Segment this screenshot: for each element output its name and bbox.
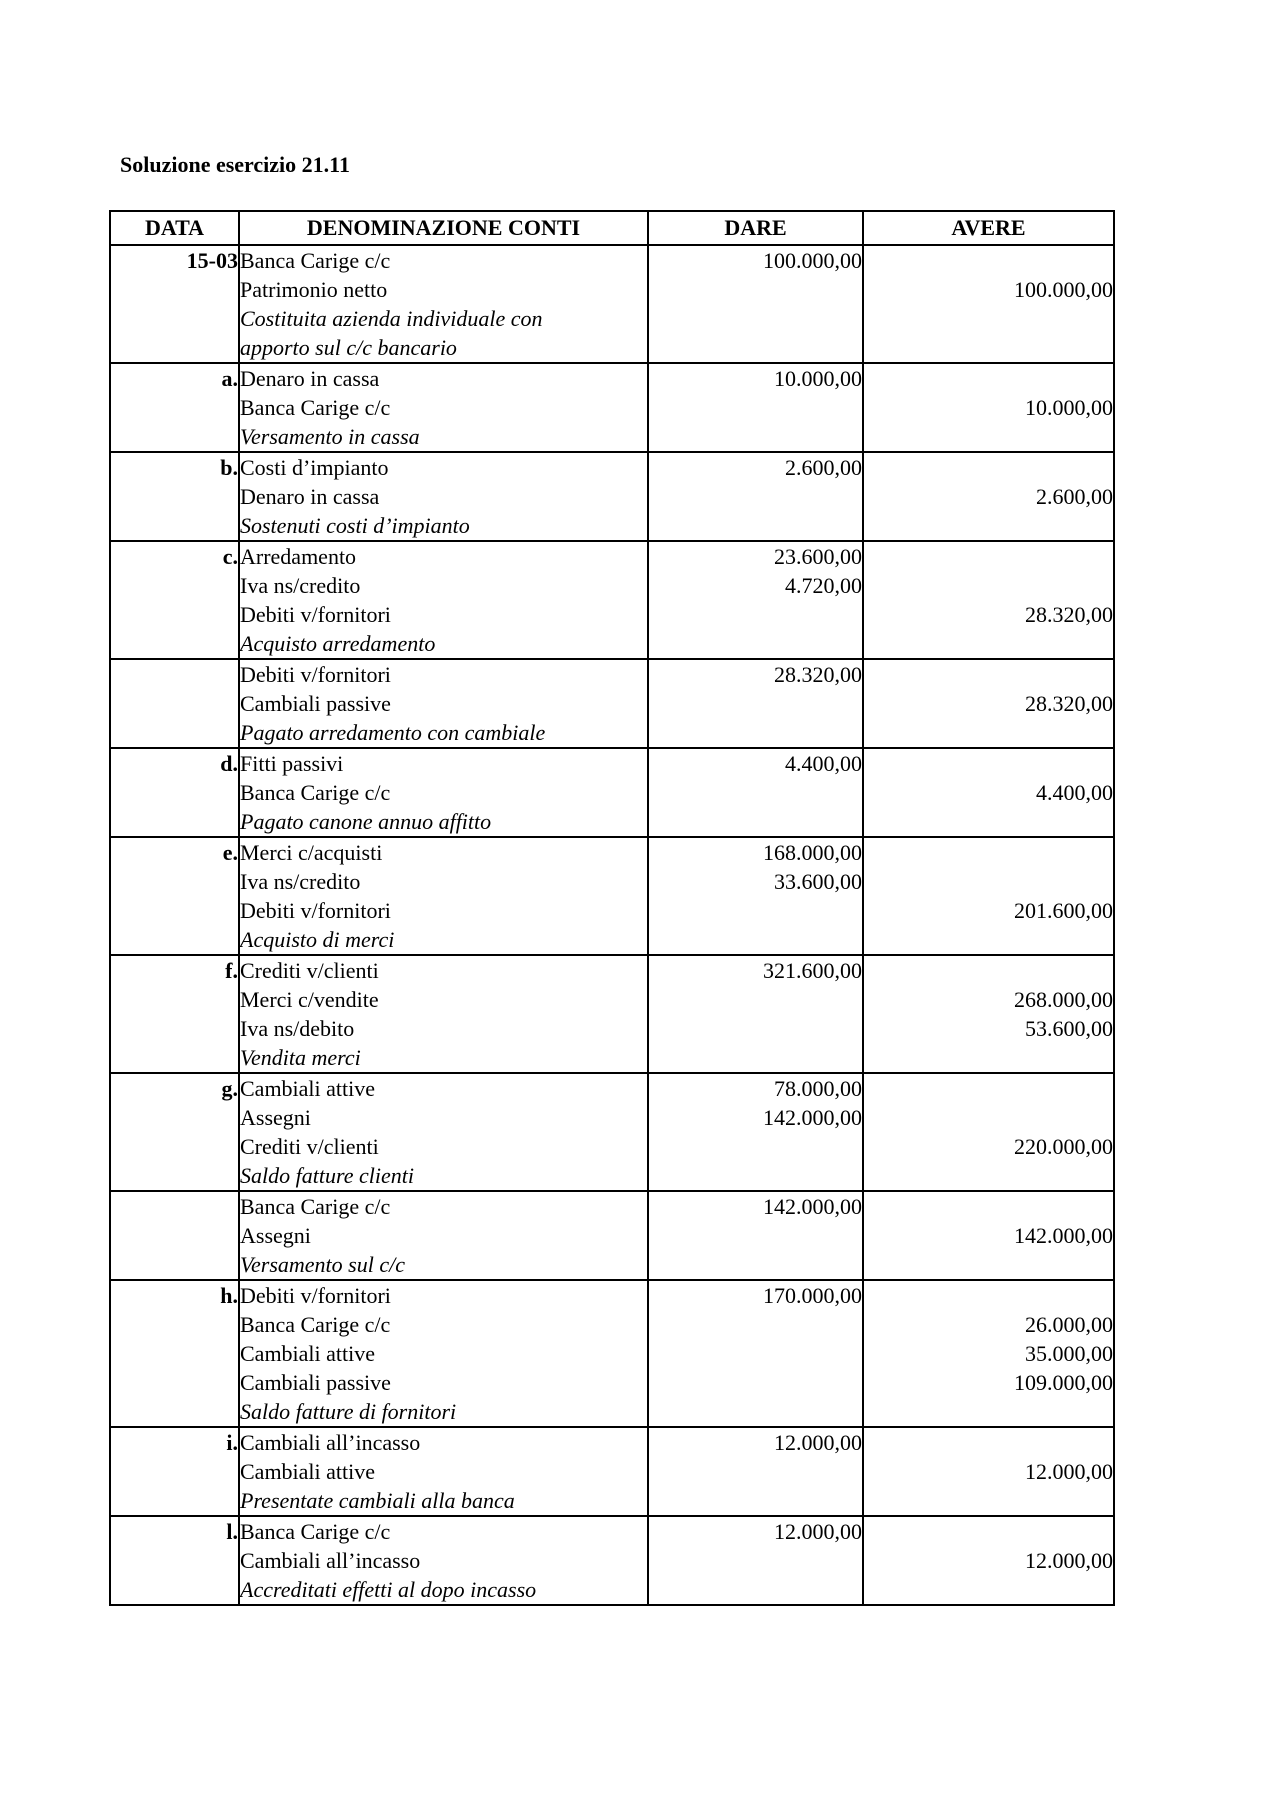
entry-description: Pagato canone annuo affitto xyxy=(240,809,492,834)
journal-entry xyxy=(110,748,1114,837)
avere-amount: 220.000,00 xyxy=(1014,1134,1113,1159)
account-name: Cambiali attive xyxy=(240,1341,376,1366)
avere-amount xyxy=(864,956,1113,985)
dare-amount xyxy=(649,1014,862,1043)
account-name: Costi d’impianto xyxy=(240,455,389,480)
dare-amount: 170.000,00 xyxy=(763,1283,862,1308)
entry-dare xyxy=(648,955,863,1073)
avere-amount xyxy=(864,1192,1113,1221)
avere-amount xyxy=(864,838,1113,867)
entry-avere xyxy=(863,1073,1114,1191)
journal-entry xyxy=(110,1516,1114,1605)
entry-avere xyxy=(863,1191,1114,1280)
avere-amount: 100.000,00 xyxy=(1014,277,1113,302)
entry-date: 15-03 xyxy=(110,245,239,363)
dare-amount xyxy=(649,1368,862,1397)
account-name: Merci c/vendite xyxy=(240,987,379,1012)
entry-date xyxy=(110,659,239,748)
entry-avere xyxy=(863,452,1114,541)
account-name: Assegni xyxy=(240,1223,311,1248)
account-name: Cambiali passive xyxy=(240,1370,391,1395)
entry-date: f. xyxy=(110,955,239,1073)
dare-amount: 100.000,00 xyxy=(763,248,862,273)
account-name: Banca Carige c/c xyxy=(240,1194,391,1219)
entry-description: Presentate cambiali alla banca xyxy=(240,1488,515,1513)
entry-accounts xyxy=(239,748,648,837)
account-name: Assegni xyxy=(240,1105,311,1130)
avere-amount xyxy=(864,542,1113,571)
entry-accounts xyxy=(239,1073,648,1191)
entry-date: b. xyxy=(110,452,239,541)
avere-amount: 53.600,00 xyxy=(1025,1016,1113,1041)
entry-accounts xyxy=(239,541,648,659)
dare-amount: 4.720,00 xyxy=(785,573,862,598)
account-name: Iva ns/credito xyxy=(240,573,361,598)
entry-date xyxy=(110,1191,239,1280)
account-name: Debiti v/fornitori xyxy=(240,662,391,687)
dare-amount: 142.000,00 xyxy=(763,1194,862,1219)
dare-amount xyxy=(649,1546,862,1575)
journal-entry xyxy=(110,245,1114,363)
avere-amount xyxy=(864,453,1113,482)
avere-amount: 268.000,00 xyxy=(1014,987,1113,1012)
avere-amount xyxy=(864,660,1113,689)
account-name: Cambiali attive xyxy=(240,1076,376,1101)
entry-date: g. xyxy=(110,1073,239,1191)
entry-date: d. xyxy=(110,748,239,837)
dare-amount xyxy=(649,1339,862,1368)
entry-accounts xyxy=(239,1516,648,1605)
avere-amount xyxy=(864,1281,1113,1310)
account-name: Denaro in cassa xyxy=(240,484,380,509)
avere-amount: 26.000,00 xyxy=(1025,1312,1113,1337)
entry-avere xyxy=(863,955,1114,1073)
entry-description: Pagato arredamento con cambiale xyxy=(240,720,546,745)
entry-dare xyxy=(648,452,863,541)
avere-amount xyxy=(864,1428,1113,1457)
account-name: Debiti v/fornitori xyxy=(240,1283,391,1308)
dare-amount xyxy=(649,1221,862,1250)
entry-avere xyxy=(863,541,1114,659)
entry-avere xyxy=(863,245,1114,363)
account-name: Denaro in cassa xyxy=(240,366,380,391)
avere-amount: 4.400,00 xyxy=(1036,780,1113,805)
entry-avere xyxy=(863,363,1114,452)
entry-date: c. xyxy=(110,541,239,659)
journal-entry xyxy=(110,1427,1114,1516)
entry-dare xyxy=(648,541,863,659)
entry-dare xyxy=(648,363,863,452)
dare-amount: 321.600,00 xyxy=(763,958,862,983)
journal-body xyxy=(110,245,1114,1605)
entry-description: Versamento in cassa xyxy=(240,424,420,449)
dare-amount xyxy=(649,778,862,807)
avere-amount: 28.320,00 xyxy=(1025,602,1113,627)
entry-description: Saldo fatture clienti xyxy=(240,1163,414,1188)
avere-amount xyxy=(864,1517,1113,1546)
account-name: Merci c/acquisti xyxy=(240,840,383,865)
avere-amount: 12.000,00 xyxy=(1025,1459,1113,1484)
account-name: Banca Carige c/c xyxy=(240,248,391,273)
entry-description: Vendita merci xyxy=(240,1045,361,1070)
journal-entry xyxy=(110,955,1114,1073)
dare-amount: 78.000,00 xyxy=(774,1076,862,1101)
avere-amount xyxy=(864,1103,1113,1132)
dare-amount xyxy=(649,896,862,925)
dare-amount xyxy=(649,1132,862,1161)
dare-amount: 142.000,00 xyxy=(763,1105,862,1130)
dare-amount: 23.600,00 xyxy=(774,544,862,569)
dare-amount: 10.000,00 xyxy=(774,366,862,391)
avere-amount: 142.000,00 xyxy=(1014,1223,1113,1248)
dare-amount xyxy=(649,1457,862,1486)
entry-avere xyxy=(863,837,1114,955)
dare-amount xyxy=(649,482,862,511)
account-name: Banca Carige c/c xyxy=(240,1312,391,1337)
entry-dare xyxy=(648,1191,863,1280)
avere-amount: 28.320,00 xyxy=(1025,691,1113,716)
journal-entry xyxy=(110,363,1114,452)
entry-description: Acquisto arredamento xyxy=(240,631,436,656)
dare-amount xyxy=(649,689,862,718)
entry-dare xyxy=(648,1516,863,1605)
dare-amount: 2.600,00 xyxy=(785,455,862,480)
avere-amount: 2.600,00 xyxy=(1036,484,1113,509)
entry-dare xyxy=(648,659,863,748)
dare-amount xyxy=(649,600,862,629)
avere-amount: 35.000,00 xyxy=(1025,1341,1113,1366)
avere-amount xyxy=(864,749,1113,778)
entry-date: l. xyxy=(110,1516,239,1605)
dare-amount: 12.000,00 xyxy=(774,1430,862,1455)
entry-description: Accreditati effetti al dopo incasso xyxy=(240,1577,537,1602)
entry-dare xyxy=(648,1427,863,1516)
journal-entry xyxy=(110,541,1114,659)
entry-dare xyxy=(648,1280,863,1427)
header-dare: DARE xyxy=(648,211,863,245)
journal-entry xyxy=(110,837,1114,955)
avere-amount: 12.000,00 xyxy=(1025,1548,1113,1573)
journal-entry xyxy=(110,452,1114,541)
account-name: Debiti v/fornitori xyxy=(240,602,391,627)
avere-amount: 201.600,00 xyxy=(1014,898,1113,923)
dare-amount xyxy=(649,275,862,304)
entry-description: Saldo fatture di fornitori xyxy=(240,1399,457,1424)
entry-description: Sostenuti costi d’impianto xyxy=(240,513,470,538)
entry-avere xyxy=(863,748,1114,837)
entry-date: a. xyxy=(110,363,239,452)
entry-dare xyxy=(648,837,863,955)
dare-amount: 168.000,00 xyxy=(763,840,862,865)
dare-amount: 28.320,00 xyxy=(774,662,862,687)
account-name: Crediti v/clienti xyxy=(240,958,379,983)
dare-amount: 33.600,00 xyxy=(774,869,862,894)
account-name: Banca Carige c/c xyxy=(240,1519,391,1544)
entry-avere xyxy=(863,1516,1114,1605)
journal-entry xyxy=(110,659,1114,748)
header-avere: AVERE xyxy=(863,211,1114,245)
avere-amount: 10.000,00 xyxy=(1025,395,1113,420)
header-date: DATA xyxy=(110,211,239,245)
account-name: Crediti v/clienti xyxy=(240,1134,379,1159)
entry-avere xyxy=(863,1427,1114,1516)
account-name: Cambiali attive xyxy=(240,1459,376,1484)
dare-amount xyxy=(649,393,862,422)
entry-dare xyxy=(648,748,863,837)
entry-accounts xyxy=(239,1427,648,1516)
avere-amount xyxy=(864,1074,1113,1103)
entry-date: e. xyxy=(110,837,239,955)
account-name: Cambiali all’incasso xyxy=(240,1430,421,1455)
dare-amount: 12.000,00 xyxy=(774,1519,862,1544)
account-name: Patrimonio netto xyxy=(240,277,388,302)
avere-amount: 109.000,00 xyxy=(1014,1370,1113,1395)
entry-description: Costituita azienda individuale con xyxy=(240,306,543,331)
entry-accounts xyxy=(239,837,648,955)
journal-entry xyxy=(110,1280,1114,1427)
entry-accounts xyxy=(239,1191,648,1280)
avere-amount xyxy=(864,571,1113,600)
dare-amount xyxy=(649,1310,862,1339)
account-name: Cambiali passive xyxy=(240,691,391,716)
avere-amount xyxy=(864,246,1113,275)
entry-avere xyxy=(863,1280,1114,1427)
entry-dare xyxy=(648,245,863,363)
account-name: Cambiali all’incasso xyxy=(240,1548,421,1573)
account-name: Banca Carige c/c xyxy=(240,395,391,420)
account-name: Fitti passivi xyxy=(240,751,344,776)
account-name: Iva ns/debito xyxy=(240,1016,355,1041)
entry-description: Acquisto di merci xyxy=(240,927,395,952)
entry-date: i. xyxy=(110,1427,239,1516)
entry-date: h. xyxy=(110,1280,239,1427)
journal-table xyxy=(109,210,1115,1606)
entry-accounts xyxy=(239,955,648,1073)
entry-accounts xyxy=(239,452,648,541)
journal-entry xyxy=(110,1191,1114,1280)
account-name: Arredamento xyxy=(240,544,357,569)
avere-amount xyxy=(864,364,1113,393)
account-name: Banca Carige c/c xyxy=(240,780,391,805)
entry-accounts xyxy=(239,363,648,452)
header-row xyxy=(110,211,1114,245)
entry-description: Versamento sul c/c xyxy=(240,1252,405,1277)
avere-amount xyxy=(864,867,1113,896)
dare-amount xyxy=(649,985,862,1014)
page-title: Soluzione esercizio 21.11 xyxy=(120,152,350,177)
header-accounts: DENOMINAZIONE CONTI xyxy=(239,211,648,245)
entry-description: apporto sul c/c bancario xyxy=(240,335,457,360)
entry-accounts xyxy=(239,245,648,363)
entry-accounts xyxy=(239,659,648,748)
account-name: Iva ns/credito xyxy=(240,869,361,894)
account-name: Debiti v/fornitori xyxy=(240,898,391,923)
entry-dare xyxy=(648,1073,863,1191)
entry-avere xyxy=(863,659,1114,748)
dare-amount: 4.400,00 xyxy=(785,751,862,776)
entry-accounts xyxy=(239,1280,648,1427)
journal-entry xyxy=(110,1073,1114,1191)
